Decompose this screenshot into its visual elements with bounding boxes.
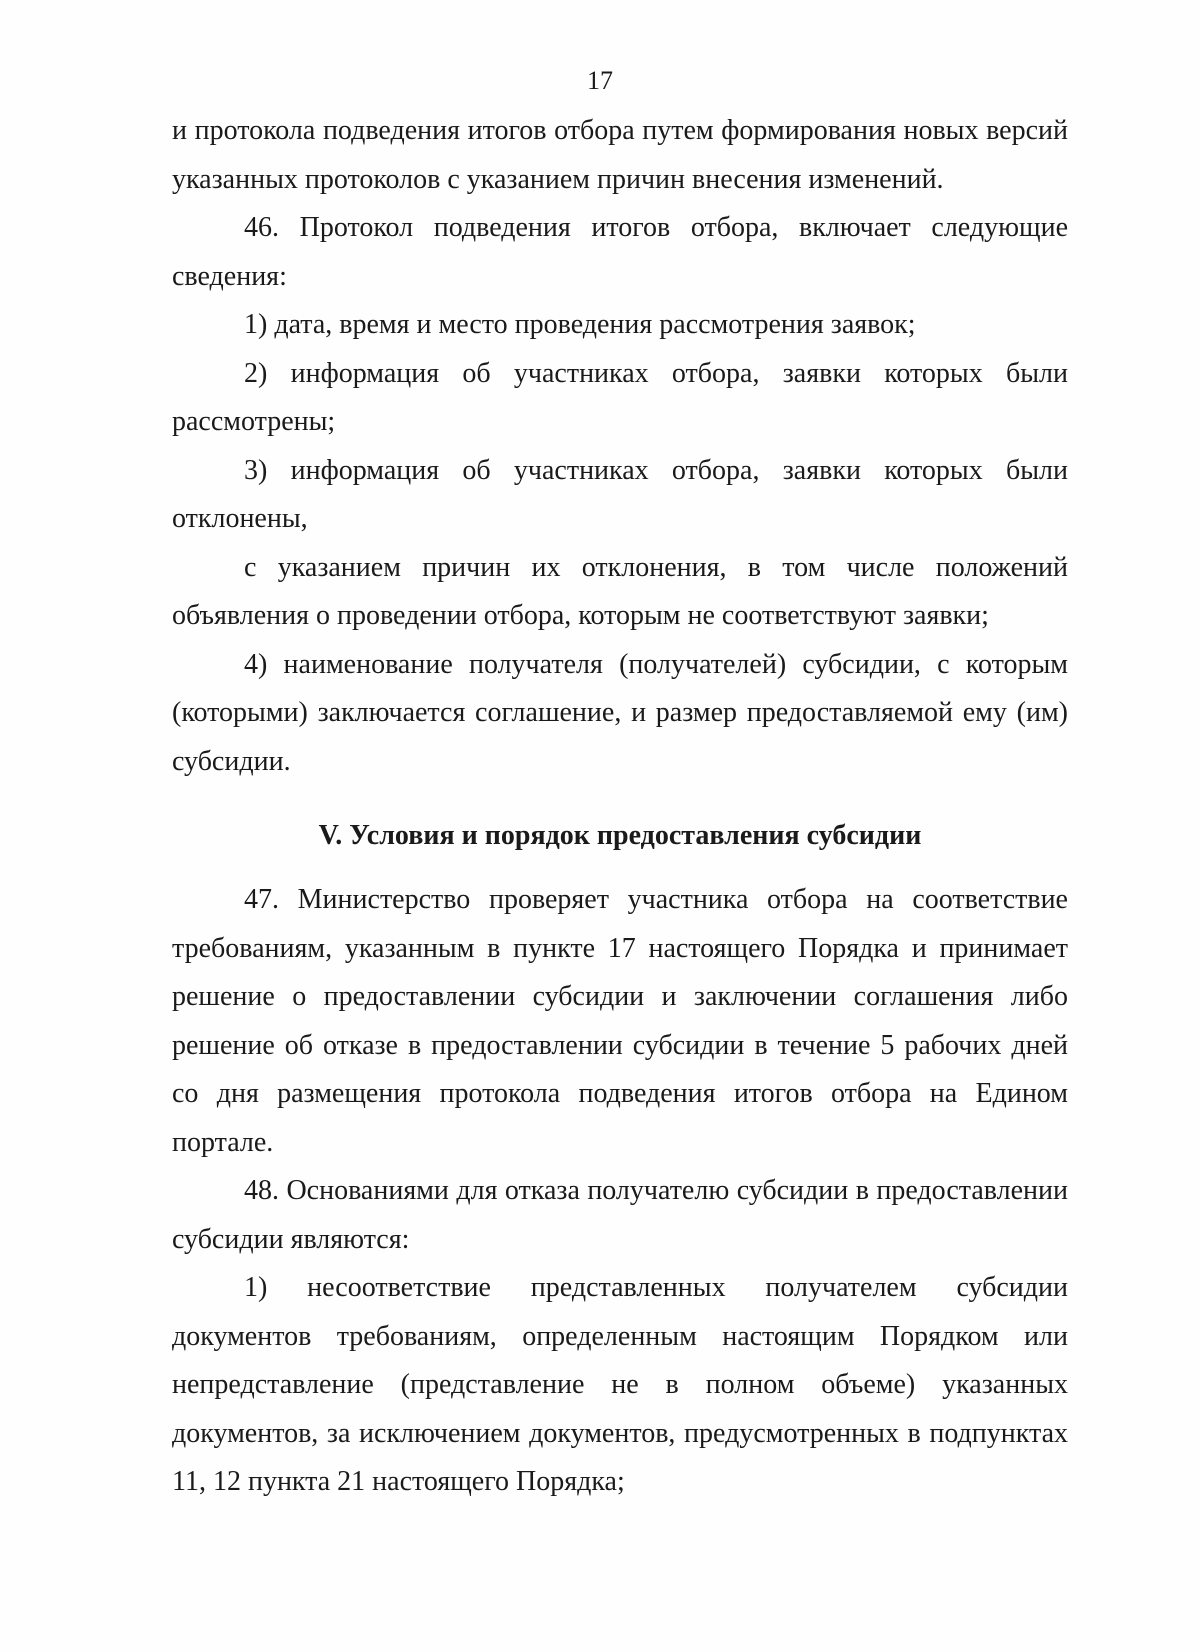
page-number: 17 bbox=[587, 66, 613, 95]
paragraph-46: 46. Протокол подведения итогов отбора, включает следующие сведения: bbox=[172, 212, 1068, 292]
paragraph-46-item-3: 3) информация об участниках отбора, заявки которых были отклонены, bbox=[172, 454, 1068, 534]
paragraph-48-item-1: 1) несоответствие представленных получателем субсидии документов требованиям, определенным настоящим Порядком или непредставление (представление не в полном объеме) указанных документов, за исключением документов, предусмотренных в подпунктах 11, 12 пункта 21 настоящего Порядка; bbox=[172, 1272, 1068, 1497]
section-heading: V. Условия и порядок предоставления субсидии bbox=[318, 820, 922, 851]
paragraph-46-item-3-continuation: с указанием причин их отклонения, в том числе положений объявления о проведении отбора, которым не соответствуют заявки; bbox=[172, 551, 1068, 631]
paragraph-47: 47. Министерство проверяет участника отбора на соответствие требованиям, указанным в пункте 17 настоящего Порядка и принимает решение о предоставлении субсидии и заключении соглашения либо решение об отказе в предоставлении субсидии в течение 5 рабочих дней со дня размещения протокола подведения итогов отбора на Едином портале. bbox=[172, 884, 1068, 1158]
document-body bbox=[172, 107, 1068, 1507]
paragraph-48: 48. Основаниями для отказа получателю субсидии в предоставлении субсидии являются: bbox=[172, 1175, 1068, 1255]
paragraph-46-item-1: 1) дата, время и место проведения рассмотрения заявок; bbox=[244, 309, 916, 340]
paragraph-continuation: и протокола подведения итогов отбора путем формирования новых версий указанных протоколов с указанием причин внесения изменений. bbox=[172, 115, 1068, 195]
paragraph-46-item-4: 4) наименование получателя (получателей) субсидии, с которым (которыми) заключается соглашение, и размер предоставляемой ему (им) субсидии. bbox=[172, 648, 1068, 777]
paragraph-46-item-2: 2) информация об участниках отбора, заявки которых были рассмотрены; bbox=[172, 357, 1068, 437]
